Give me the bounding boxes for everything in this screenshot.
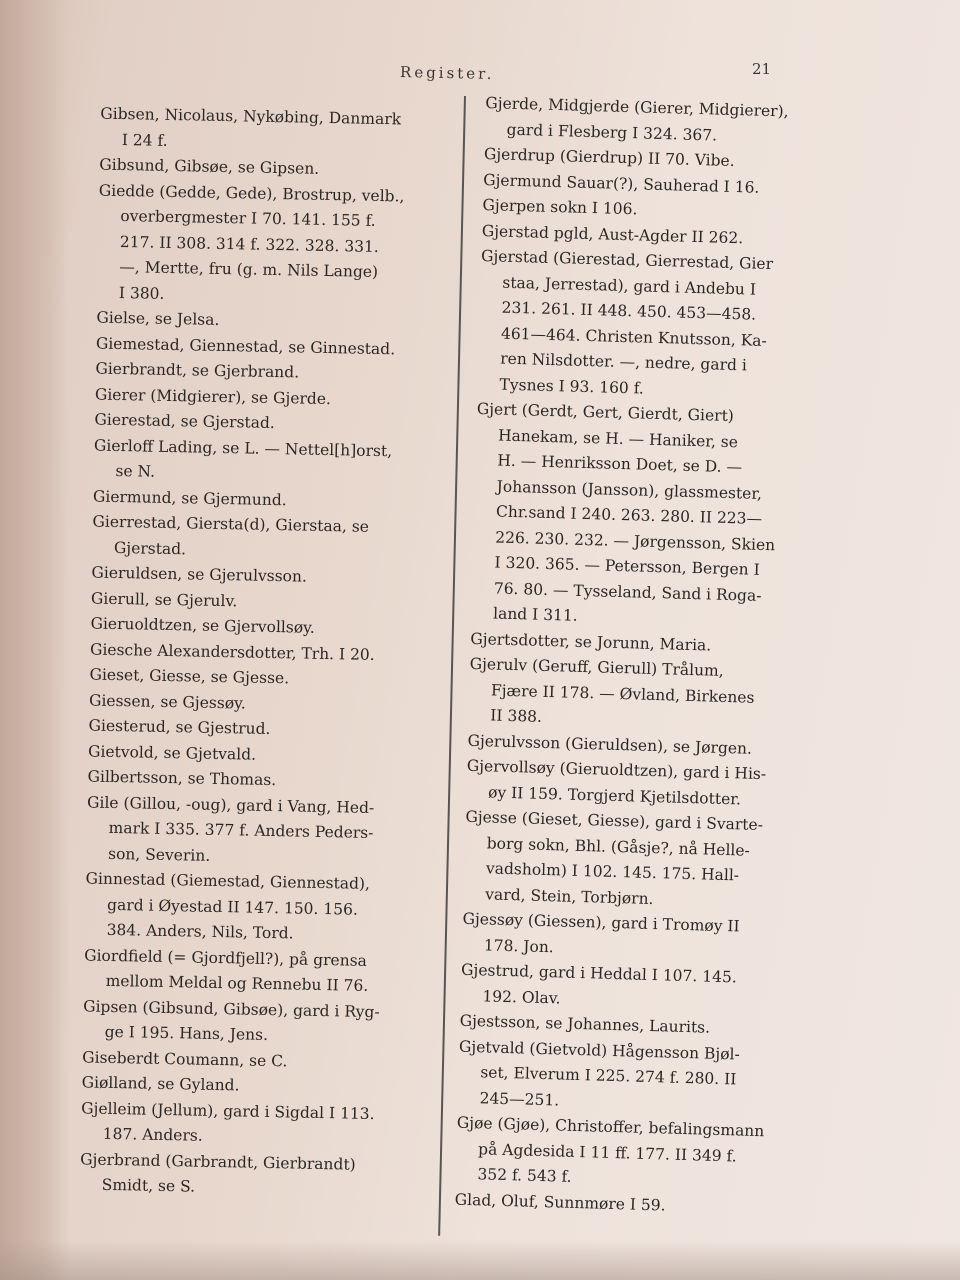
index-entry-continuation-line: —, Mertte, fru (g. m. Nils Lange) [119,257,379,281]
index-entry-heading-line: Giesterud, se Gjestrud. [88,716,271,738]
index-entry-continuation-line: vard, Stein, Torbjørn. [485,884,654,908]
index-entry-heading-line: Gjerde, Midgjerde (Gierer, Midgierer), [485,94,789,121]
index-entry-continuation-line: Hanekam, se H. — Haniker, se [497,426,739,451]
index-entry-continuation-line: land I 311. [492,604,578,625]
index-entry-heading-line: Giesche Alexandersdotter, Trh. I 20. [89,639,375,664]
index-entry [82,994,448,1052]
index-entry [471,397,847,637]
index-entry-continuation-line: gard i Flesberg I 324. 367. [506,120,718,145]
index-entry-heading-line: Gjessøy (Giessen), gard i Tromøy II [462,909,740,936]
index-entry [93,433,459,491]
index-entry-continuation-line: 187. Anders. [102,1124,203,1145]
index-entry-continuation-line: II 388. [490,706,543,726]
index-entry-continuation-line: på Agdesida I 11 ff. 177. II 349 f. [477,1139,737,1165]
index-entry-heading-line: Gjervollsøy (Gieruoldtzen), gard i His- [466,756,767,784]
index-entry-heading-line: Giermund, se Gjermund. [92,487,287,509]
page-number: 21 [752,60,772,78]
index-entry-heading-line: Gjerstad pgld, Aust-Agder II 262. [481,221,744,247]
index-entry-heading-line: Gilbertsson, se Thomas. [87,767,277,790]
index-entry-heading-line: Gjerpen sokn I 106. [482,196,638,219]
index-entry-continuation-line: mellom Meldal og Rennebu II 76. [105,971,369,995]
index-entry-heading-line: Gjetvald (Gietvold) Hågensson Bjøl- [458,1037,741,1064]
index-entry-heading-line: Giedde (Gedde, Gede), Brostrup, velb., [98,181,405,205]
index-column-left [80,102,466,1205]
index-entry [477,244,851,407]
index-entry-heading-line: Gjestsson, se Johannes, Laurits. [459,1011,711,1037]
index-entry-continuation-line: I 320. 365. — Petersson, Bergen I [494,553,760,579]
index-entry-heading-line: Gieruldsen, se Gjerulvsson. [91,563,308,586]
index-entry-continuation-line: H. — Henriksson Doet, se D. — [497,451,743,477]
index-entry-heading-line: Gierer (Midgierer), se Gjerde. [94,385,332,408]
index-entry-heading-line: Gjermund Sauar(?), Sauherad I 16. [483,170,760,197]
index-entry-continuation-line: I 380. [118,283,165,303]
index-entry-heading-line: Giølland, se Gyland. [81,1073,240,1095]
index-entry-continuation-line: 217. II 308. 314 f. 322. 328. 331. [119,232,380,256]
index-entry-continuation-line: 231. 261. II 448. 450. 453—458. [501,298,757,324]
index-entry-heading-line: Giseberdt Coumann, se C. [82,1047,288,1070]
index-entry-continuation-line: 76. 80. — Tysseland, Sand i Roga- [493,578,762,605]
index-entry-heading-line: Gipsen (Gibsund, Gibsøe), gard i Ryg- [83,996,380,1021]
index-column-right [454,91,855,1223]
index-entry-heading-line: Gieset, Giesse, se Gjesse. [89,665,290,688]
index-entry-continuation-line: mark I 335. 377 f. Anders Peders- [108,818,374,842]
index-entry-heading-line: Gjesse (Gieset, Giesse), gard i Svarte- [465,807,764,835]
index-entry [84,866,450,949]
index-entry-continuation-line: 245—251. [479,1088,560,1109]
index-entry-continuation-line: Fjære II 178. — Øvland, Birkenes [490,680,755,707]
index-entry-continuation-line: Chr.sand I 240. 263. 280. II 223— [495,502,763,528]
index-entry-heading-line: Gjert (Gerdt, Gert, Gierdt, Giert) [476,399,735,426]
index-entry-heading-line: Gibsen, Nicolaus, Nykøbing, Danmark [100,104,402,129]
index-entry-continuation-line: 178. Jon. [483,935,555,956]
index-entry-heading-line: Gielse, se Jelsa. [96,308,220,329]
index-entry-heading-line: Gjerulvsson (Gieruldsen), se Jørgen. [467,731,753,758]
index-entry-heading-line: Gjestrud, gard i Heddal I 107. 145. [460,960,738,987]
index-entry-continuation-line: staa, Jerrestad), gard i Andebu I [502,273,757,299]
running-header: Register. [399,63,495,83]
index-entry-continuation-line: vadsholm) I 102. 145. 175. Hall- [485,859,740,885]
index-entry [457,1034,829,1121]
index-entry-heading-line: Glad, Oluf, Sunnmøre I 59. [454,1190,666,1215]
index-entry [100,102,466,160]
index-entry [80,1147,446,1205]
index-entry-continuation-line: borg sokn, Bhl. (Gåsje?, nå Helle- [486,833,751,860]
index-entry-continuation-line: se N. [115,461,156,481]
index-entry [83,943,449,1001]
index-entry [97,178,464,312]
index-entry-heading-line: Gibsund, Gibsøe, se Gipsen. [99,155,320,178]
index-entry-continuation-line: 384. Anders, Nils, Tord. [106,920,294,943]
index-entry-heading-line: Gjerstad (Gierestad, Gierrestad, Gier [480,246,774,274]
index-entry-continuation-line: I 24 f. [121,130,168,150]
index-entry-heading-line: Ginnestad (Giemestad, Giennestad), [85,869,371,893]
index-entry-heading-line: Gjøe (Gjøe), Christoffer, befalingsmann [456,1113,765,1141]
index-entry-continuation-line: gard i Øyestad II 147. 150. 156. [106,895,359,919]
index-entry [92,510,458,568]
index-entry-continuation-line: set, Elverum I 225. 274 f. 280. II [480,1063,737,1089]
index-entry-heading-line: Giordfield (= Gjordfjell?), på grensa [84,945,368,970]
index-entry-continuation-line: 352 f. 543 f. [477,1165,572,1186]
index-entry-continuation-line: overbergmester I 70. 141. 155 f. [120,207,376,230]
index-entry-heading-line: Gierull, se Gjerulv. [90,589,238,610]
index-entry-continuation-line: ren Nilsdotter. —, nedre, gard i [500,349,748,375]
index-entry-heading-line: Gierloff Lading, se L. — Nettel[h]orst, [93,436,393,460]
index-entry-continuation-line: øy II 159. Torgjerd Kjetilsdotter. [487,782,742,808]
index-entry [80,1096,446,1154]
index-entry-heading-line: Gile (Gillou, -oug), gard i Vang, Hed- [86,792,375,817]
index-entry-continuation-line: Gjerstad. [113,538,187,558]
index-entry-heading-line: Giemestad, Giennestad, se Ginnestad. [95,334,396,358]
index-entry-heading-line: Gierrestad, Giersta(d), Gierstaa, se [92,512,370,536]
index-entry-continuation-line: 226. 230. 232. — Jørgensson, Skien [495,527,776,554]
index-entry-heading-line: Gjerdrup (Gierdrup) II 70. Vibe. [483,145,735,171]
index-entry-heading-line: Gierestad, se Gjerstad. [94,410,275,433]
index-entry-continuation-line: Tysnes I 93. 160 f. [499,375,645,398]
index-entry [468,652,840,739]
index-entry-heading-line: Gietvold, se Gjetvald. [87,741,257,764]
page-gutter-shadow [0,0,70,1280]
index-entry-continuation-line: son, Severin. [107,844,211,865]
index-entry-continuation-line: 461—464. Christen Knutsson, Ka- [500,324,768,350]
index-entry [86,790,452,873]
index-entry-heading-line: Gjerbrand (Garbrandt, Gierbrandt) [80,1149,356,1174]
index-entry-heading-line: Gierbrandt, se Gjerbrand. [95,359,300,382]
index-entry-heading-line: Giessen, se Gjessøy. [88,690,246,712]
index-entry-continuation-line: Smidt, se S. [101,1175,196,1196]
page-bottom-shadow [0,1240,960,1280]
index-entry-heading-line: Gjelleim (Jellum), gard i Sigdal I 113. [81,1098,375,1123]
index-entry-heading-line: Gjerulv (Geruff, Gierull) Trålum, [469,654,724,680]
index-entry [455,1111,827,1198]
index-entry-continuation-line: Johansson (Jansson), glassmester, [496,477,763,503]
index-entry-continuation-line: 192. Olav. [482,986,561,1007]
index-entry-continuation-line: ge I 195. Hans, Jens. [104,1022,269,1044]
index-entry-heading-line: Gieruoldtzen, se Gjervollsøy. [90,614,315,637]
index-entry-heading-line: Gjertsdotter, se Jorunn, Maria. [470,629,712,655]
index-entry [463,805,836,917]
